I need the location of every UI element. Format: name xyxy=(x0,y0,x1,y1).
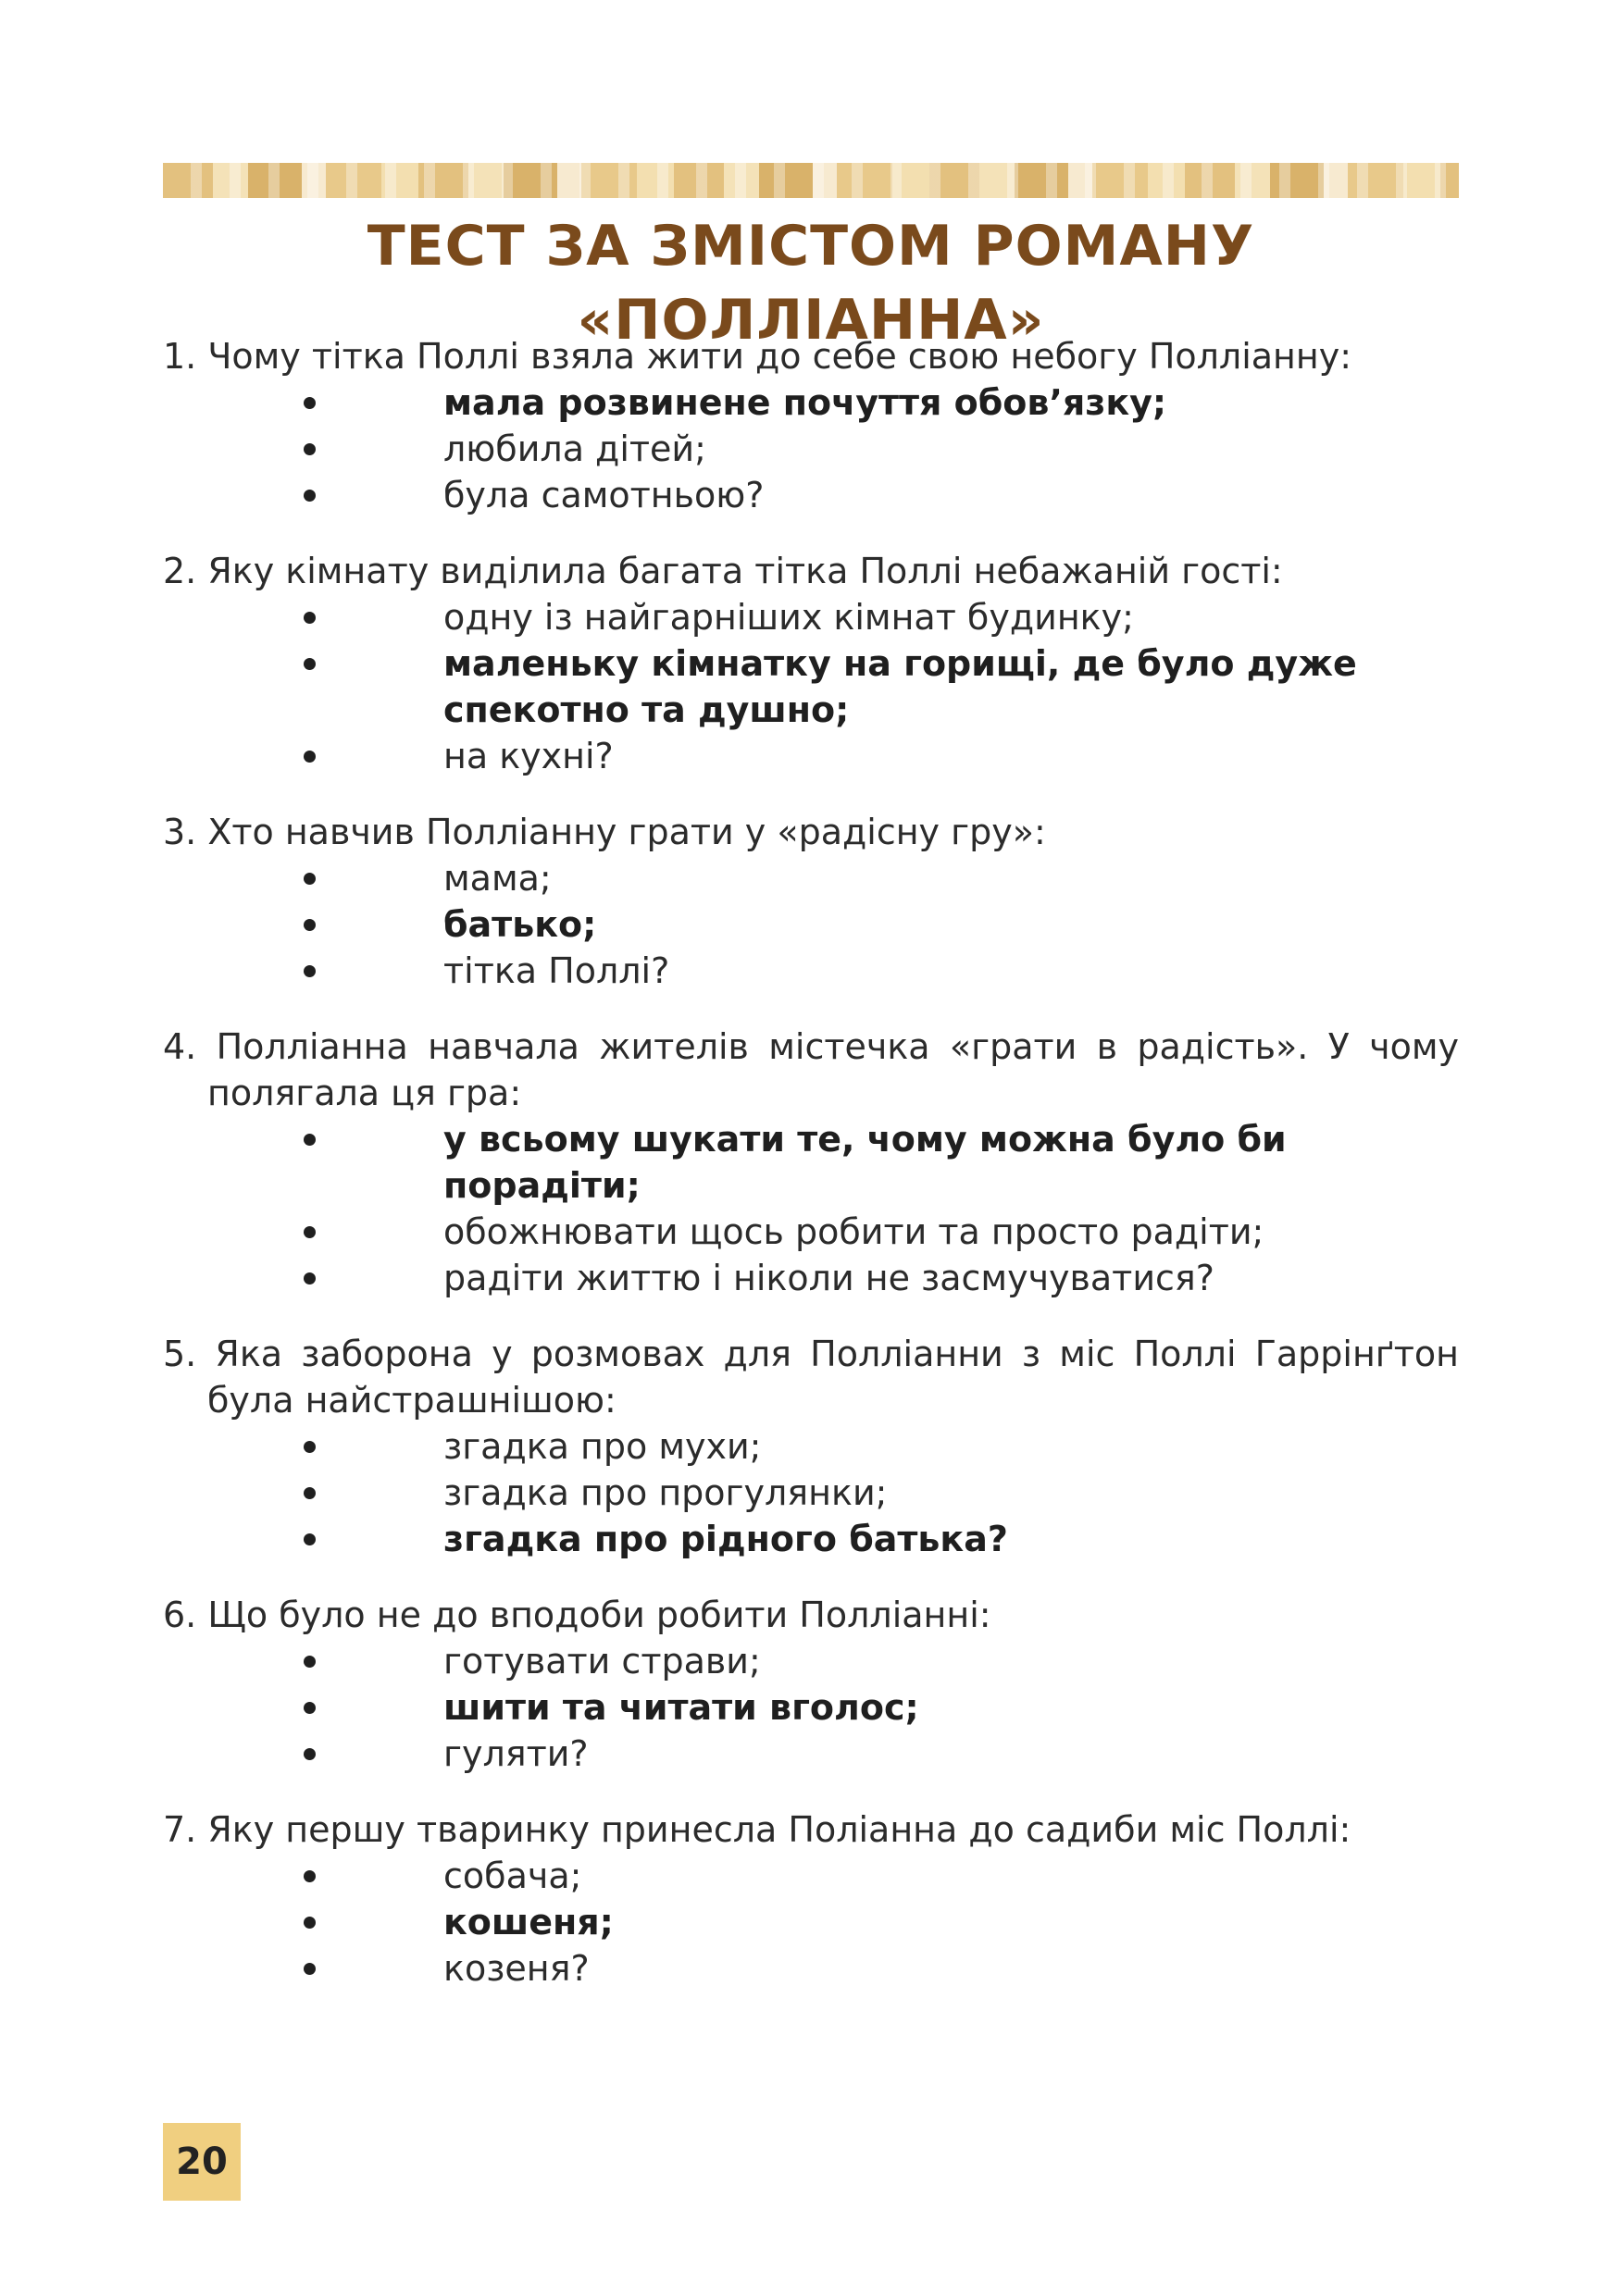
answer-option xyxy=(163,594,1459,640)
answer-option-text: козеня? xyxy=(443,1948,590,1989)
answer-option xyxy=(163,1731,1459,1777)
bullet-icon xyxy=(304,612,316,624)
answer-option xyxy=(163,1209,1459,1255)
bullet-icon xyxy=(304,965,316,977)
bullet-icon xyxy=(304,1134,316,1146)
question-text: 7. Яку першу тваринку принесла Поліанна до садиби міс Поллі: xyxy=(163,1809,1351,1850)
bullet-icon xyxy=(304,1272,316,1285)
bullet-icon xyxy=(304,490,316,502)
answer-option xyxy=(163,948,1459,994)
answer-options xyxy=(163,1853,1459,1992)
answer-option-text: любила дітей; xyxy=(443,428,706,469)
bullet-icon xyxy=(304,1441,316,1453)
answer-option-text: тітка Поллі? xyxy=(443,950,670,991)
answer-option-text: шити та читати вголос; xyxy=(443,1687,919,1728)
bullet-icon xyxy=(304,1656,316,1668)
answer-option-correct xyxy=(163,901,1459,948)
question-text: 5. Яка заборона у розмовах для Полліанни з міс Поллі Гаррінґтон була найстрашнішою: xyxy=(163,1334,1459,1421)
answer-option xyxy=(163,1945,1459,1992)
answer-option-correct xyxy=(163,379,1459,426)
bullet-icon xyxy=(304,658,316,670)
answer-options xyxy=(163,1638,1459,1777)
answer-options xyxy=(163,1423,1459,1562)
answer-option-text: обожнювати щось робити та просто радіти; xyxy=(443,1211,1264,1252)
bullet-icon xyxy=(304,443,316,455)
bullet-icon xyxy=(304,1533,316,1545)
answer-option-correct xyxy=(163,1116,1459,1209)
bullet-icon xyxy=(304,397,316,409)
answer-option-text: згадка про рідного батька? xyxy=(443,1519,1008,1559)
answer-option-text: радіти життю і ніколи не засмучуватися? xyxy=(443,1258,1214,1298)
answer-options xyxy=(163,1116,1459,1301)
answer-option-correct xyxy=(163,1684,1459,1731)
bullet-icon xyxy=(304,1748,316,1760)
bullet-icon xyxy=(304,873,316,885)
question-text: 3. Хто навчив Полліанну грати у «радісну гру»: xyxy=(163,812,1046,852)
quiz-question xyxy=(163,1331,1459,1562)
answer-option xyxy=(163,733,1459,779)
answer-option xyxy=(163,1423,1459,1470)
answer-option-text: у всьому шукати те, чому можна було би порадіти; xyxy=(443,1119,1287,1206)
answer-option xyxy=(163,1470,1459,1516)
bullet-icon xyxy=(304,1487,316,1499)
answer-option-text: батько; xyxy=(443,904,597,945)
question-text: 6. Що було не до вподоби робити Полліанні: xyxy=(163,1595,991,1635)
bullet-icon xyxy=(304,1226,316,1238)
answer-options xyxy=(163,594,1459,779)
answer-option-text: на кухні? xyxy=(443,736,614,776)
bullet-icon xyxy=(304,1963,316,1975)
bullet-icon xyxy=(304,1702,316,1714)
quiz-question xyxy=(163,1024,1459,1301)
page-title: ТЕСТ ЗА ЗМІСТОМ РОМАНУ «ПОЛЛІАННА» xyxy=(367,214,1255,353)
bullet-icon xyxy=(304,1917,316,1929)
bullet-icon xyxy=(304,751,316,763)
decorative-stripe-bar xyxy=(163,163,1459,198)
answer-option-text: згадка про прогулянки; xyxy=(443,1472,888,1513)
answer-option xyxy=(163,1853,1459,1899)
answer-option xyxy=(163,1638,1459,1684)
answer-option-text: готувати страви; xyxy=(443,1641,761,1682)
question-text: 1. Чому тітка Поллі взяла жити до себе свою небогу Полліанну: xyxy=(163,336,1352,377)
page-number: 20 xyxy=(163,2123,241,2201)
quiz-question xyxy=(163,1592,1459,1777)
answer-option-text: мама; xyxy=(443,858,552,899)
answer-option-text: згадка про мухи; xyxy=(443,1426,762,1467)
answer-option xyxy=(163,472,1459,518)
answer-option xyxy=(163,426,1459,472)
answer-option xyxy=(163,1255,1459,1301)
answer-option-correct xyxy=(163,1899,1459,1945)
quiz-list xyxy=(163,333,1459,2021)
answer-option-text: мала розвинене почуття обов’язку; xyxy=(443,382,1167,423)
quiz-question xyxy=(163,548,1459,779)
bullet-icon xyxy=(304,1870,316,1882)
answer-options xyxy=(163,855,1459,994)
question-text: 4. Полліанна навчала жителів містечка «грати в радість». У чому полягала ця гра: xyxy=(163,1026,1459,1113)
answer-option-correct xyxy=(163,640,1459,733)
answer-option-correct xyxy=(163,1516,1459,1562)
answer-option-text: маленьку кімнатку на горищі, де було дуже спекотно та душно; xyxy=(443,643,1357,730)
answer-options xyxy=(163,379,1459,518)
answer-option-text: одну із найгарніших кімнат будинку; xyxy=(443,597,1134,638)
question-text: 2. Яку кімнату виділила багата тітка Поллі небажаній гості: xyxy=(163,551,1283,591)
answer-option-text: собача; xyxy=(443,1855,582,1896)
quiz-question xyxy=(163,333,1459,518)
answer-option xyxy=(163,855,1459,901)
answer-option-text: була самотньою? xyxy=(443,475,765,515)
quiz-question xyxy=(163,1806,1459,1992)
quiz-question xyxy=(163,809,1459,994)
bullet-icon xyxy=(304,919,316,931)
answer-option-text: гуляти? xyxy=(443,1733,589,1774)
answer-option-text: кошеня; xyxy=(443,1902,614,1942)
